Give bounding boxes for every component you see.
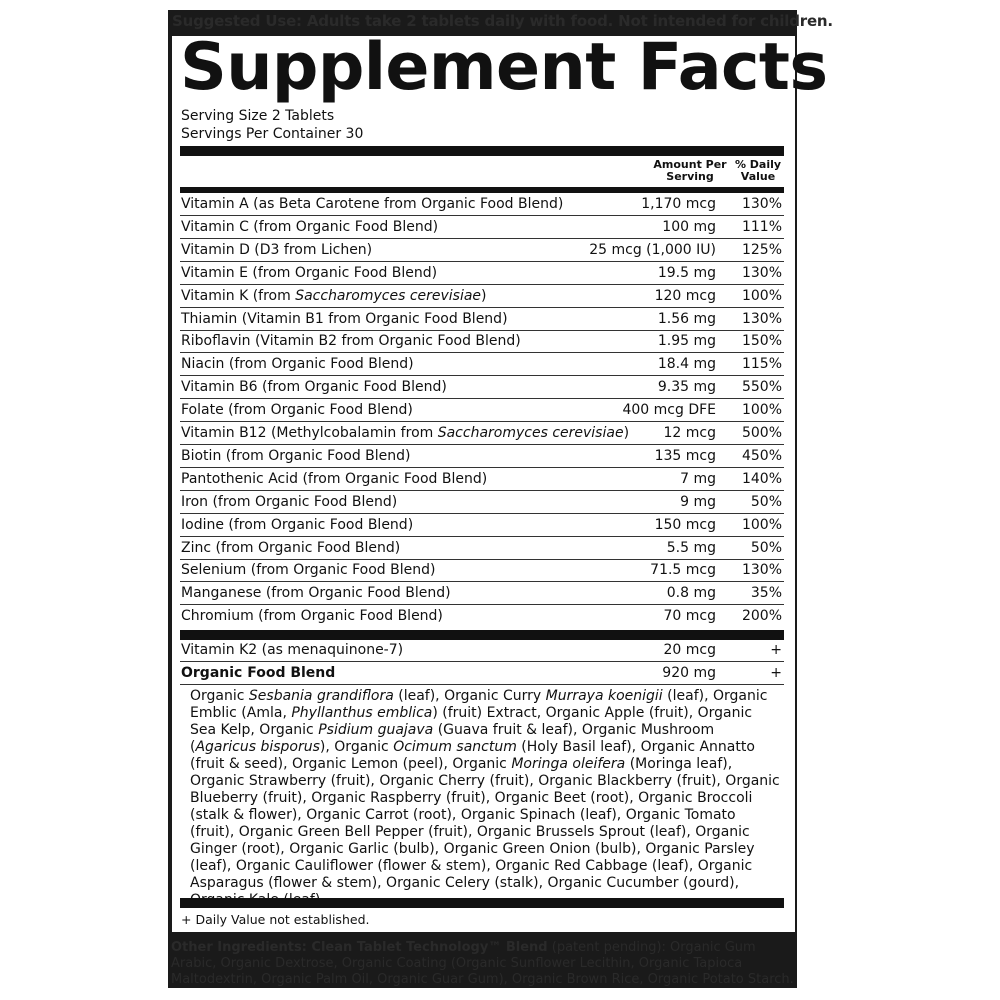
nutrient-daily-value: 130% (741, 562, 782, 579)
nutrient-amount: 20 mcg (663, 642, 716, 658)
table-row (180, 193, 784, 216)
nutrient-daily-value: + (770, 665, 782, 681)
nutrient-name: Vitamin C (from Organic Food Blend) (181, 218, 439, 235)
footnote: + Daily Value not established. (181, 912, 370, 927)
table-row (180, 491, 784, 514)
nutrient-daily-value: 450% (741, 447, 782, 464)
table-row (180, 376, 784, 399)
nutrient-amount: 9 mg (680, 493, 716, 510)
supplement-facts-panel (172, 30, 828, 932)
nutrient-daily-value: 200% (741, 608, 782, 625)
nutrient-name: Vitamin D (D3 from Lichen) (181, 241, 373, 258)
nutrient-amount: 0.8 mg (666, 585, 716, 602)
nutrient-daily-value: 115% (741, 356, 782, 373)
species-name: Moringa oleifera (511, 756, 626, 772)
nutrient-amount: 1.95 mg (657, 333, 716, 350)
nutrient-name: Iron (from Organic Food Blend) (181, 493, 398, 510)
table-row (180, 445, 784, 468)
nutrient-name: Zinc (from Organic Food Blend) (181, 539, 401, 556)
nutrient-amount: 70 mcg (663, 608, 716, 625)
nutrient-daily-value: 35% (750, 585, 782, 602)
table-row (180, 605, 784, 628)
table-row (180, 559, 784, 582)
species-name: Phyllanthus emblica (291, 705, 433, 721)
nutrient-name: Vitamin A (as Beta Carotene from Organic Food Blend) (181, 196, 564, 212)
nutrient-daily-value: 140% (741, 470, 782, 487)
nutrient-amount: 135 mcg (654, 447, 716, 464)
nutrient-daily-value: 500% (741, 425, 782, 441)
suggested-use-text: Suggested Use: Adults take 2 tablets daily with food. Not intended for children. (172, 12, 833, 30)
amount-header-line1: Amount Per (653, 158, 727, 171)
nutrient-name: Vitamin E (from Organic Food Blend) (181, 264, 438, 281)
nutrient-daily-value: 100% (741, 402, 782, 419)
table-row (180, 285, 784, 308)
nutrient-amount: 1.56 mg (657, 310, 716, 327)
other-ingredients-text: (patent pending): Organic Gum Arabic, Organic Dextrose, Organic Coating (Organic Sunflower Lecithin, Organic Tapioca Maltodextrin, Organic Palm Oil, Organic Guar Gum), Organic Brown Rice, Organic Potato Starch. (171, 940, 794, 987)
table-row (180, 308, 784, 331)
nutrient-daily-value: 550% (741, 379, 782, 396)
table-row (180, 262, 784, 285)
nutrient-amount: 19.5 mg (657, 264, 716, 281)
table-row (180, 330, 784, 353)
nutrient-name: Vitamin K2 (as menaquinone-7) (181, 642, 404, 658)
nutrient-daily-value: 130% (741, 310, 782, 327)
nutrient-name: Niacin (from Organic Food Blend) (181, 356, 414, 373)
nutrient-name: Thiamin (Vitamin B1 from Organic Food Blend) (181, 310, 508, 327)
table-row (180, 662, 784, 685)
table-row (180, 216, 784, 239)
daily-value-header (730, 159, 786, 183)
nutrient-name: Chromium (from Organic Food Blend) (181, 608, 443, 625)
other-ingredients-label: Other Ingredients: Clean Tablet Technology™ Blend (171, 940, 548, 955)
nutrient-name: Organic Food Blend (181, 665, 336, 681)
species-name: Ocimum sanctum (393, 739, 517, 755)
nutrient-amount: 1,170 mcg (641, 196, 716, 212)
table-row (180, 537, 784, 560)
nutrient-name: Folate (from Organic Food Blend) (181, 402, 413, 419)
nutrient-name: Biotin (from Organic Food Blend) (181, 447, 411, 464)
nutrient-amount: 18.4 mg (657, 356, 716, 373)
species-name: Sesbania grandiflora (248, 688, 394, 704)
row-divider (180, 684, 784, 685)
thick-divider-top (180, 146, 784, 156)
nutrient-daily-value: 130% (741, 196, 782, 212)
species-name: Psidium guajava (318, 722, 434, 738)
thick-divider-bottom (180, 898, 784, 908)
nutrient-amount: 12 mcg (663, 425, 716, 441)
nutrient-daily-value: 100% (741, 516, 782, 533)
nutrient-name: Iodine (from Organic Food Blend) (181, 516, 414, 533)
nutrient-name: Vitamin B12 (Methylcobalamin from Saccharomyces cerevisiae) (181, 425, 630, 441)
nutrient-name-italic: Saccharomyces cerevisiae (295, 287, 482, 304)
nutrient-name: Riboflavin (Vitamin B2 from Organic Food Blend) (181, 333, 521, 350)
species-name: Murraya koenigii (545, 688, 663, 704)
nutrient-name: Vitamin B6 (from Organic Food Blend) (181, 379, 447, 396)
nutrient-amount: 71.5 mcg (650, 562, 716, 579)
amount-per-serving-header (650, 159, 730, 183)
nutrient-daily-value: 50% (750, 539, 782, 556)
nutrient-name: Pantothenic Acid (from Organic Food Blend) (181, 470, 488, 487)
table-row (180, 399, 784, 422)
nutrient-daily-value: + (770, 642, 782, 658)
nutrient-amount: 100 mg (662, 218, 716, 235)
nutrient-daily-value: 125% (741, 241, 782, 258)
nutrient-daily-value: 50% (750, 493, 782, 510)
nutrient-name: Selenium (from Organic Food Blend) (181, 562, 436, 579)
organic-food-blend-ingredients: Organic Sesbania grandiflora (leaf), Organic Curry Murraya koenigii (leaf), Organic Emblic (Amla, Phyllanthus emblica) (fruit) Extract, Organic Apple (fruit), Organic Sea Kelp, Organic Psidium guajava (Guava fruit & leaf), Organic Mushroom (Agaricus bisporus), Organic Ocimum sanctum (Holy Basil leaf), Organic Annatto (fruit & seed), Organic Lemon (peel), Organic Moringa oleifera (Moringa leaf), Organic Strawberry (fruit), Organic Cherry (fruit), Organic Blackberry (fruit), Organic Blueberry (fruit), Organic Raspberry (fruit), Organic Beet (root), Organic Broccoli (stalk & flower), Organic Carrot (root), Organic Spinach (leaf), Organic Tomato (fruit), Organic Green Bell Pepper (fruit), Organic Brussels Sprout (leaf), Organic Ginger (root), Organic Garlic (bulb), Organic Green Onion (bulb), Organic Parsley (leaf), Organic Cauliflower (flower & stem), Organic Red Cabbage (leaf), Organic Asparagus (flower & stem), Organic Celery (stalk), Organic Cucumber (gourd), (190, 688, 780, 891)
dv-header-line1: % Daily (734, 158, 782, 171)
nutrient-amount: 25 mcg (1,000 IU) (589, 241, 716, 258)
dv-header-line2: Value (740, 170, 776, 183)
other-ingredients (168, 940, 800, 988)
nutrient-amount: 9.35 mg (657, 379, 716, 396)
nutrient-daily-value: 100% (741, 287, 782, 304)
nutrient-name-italic: Saccharomyces cerevisiae (437, 425, 624, 441)
table-row (180, 422, 784, 445)
page-title: Supplement Facts (180, 30, 828, 105)
nutrient-daily-value: 130% (741, 264, 782, 281)
species-name: Agaricus bisporus (195, 739, 320, 755)
nutrient-name: Vitamin K (from Saccharomyces cerevisiae) (181, 287, 487, 304)
table-row (180, 353, 784, 376)
nutrient-amount: 120 mcg (654, 287, 716, 304)
servings-per-container: Servings Per Container 30 (181, 126, 364, 142)
nutrient-amount: 150 mcg (654, 516, 716, 533)
nutrient-amount: 400 mcg DFE (622, 402, 716, 419)
nutrient-amount: 5.5 mg (666, 539, 716, 556)
table-row (180, 239, 784, 262)
serving-size: Serving Size 2 Tablets (181, 108, 335, 124)
amount-header-line2: Serving (666, 170, 714, 183)
nutrient-daily-value: 150% (741, 333, 782, 350)
nutrient-name: Manganese (from Organic Food Blend) (181, 585, 451, 602)
table-row (180, 582, 784, 605)
table-row (180, 639, 784, 662)
nutrient-amount: 7 mg (680, 470, 716, 487)
table-row (180, 514, 784, 537)
nutrient-daily-value: 111% (741, 218, 782, 235)
table-row (180, 468, 784, 491)
nutrient-amount: 920 mg (662, 665, 716, 681)
